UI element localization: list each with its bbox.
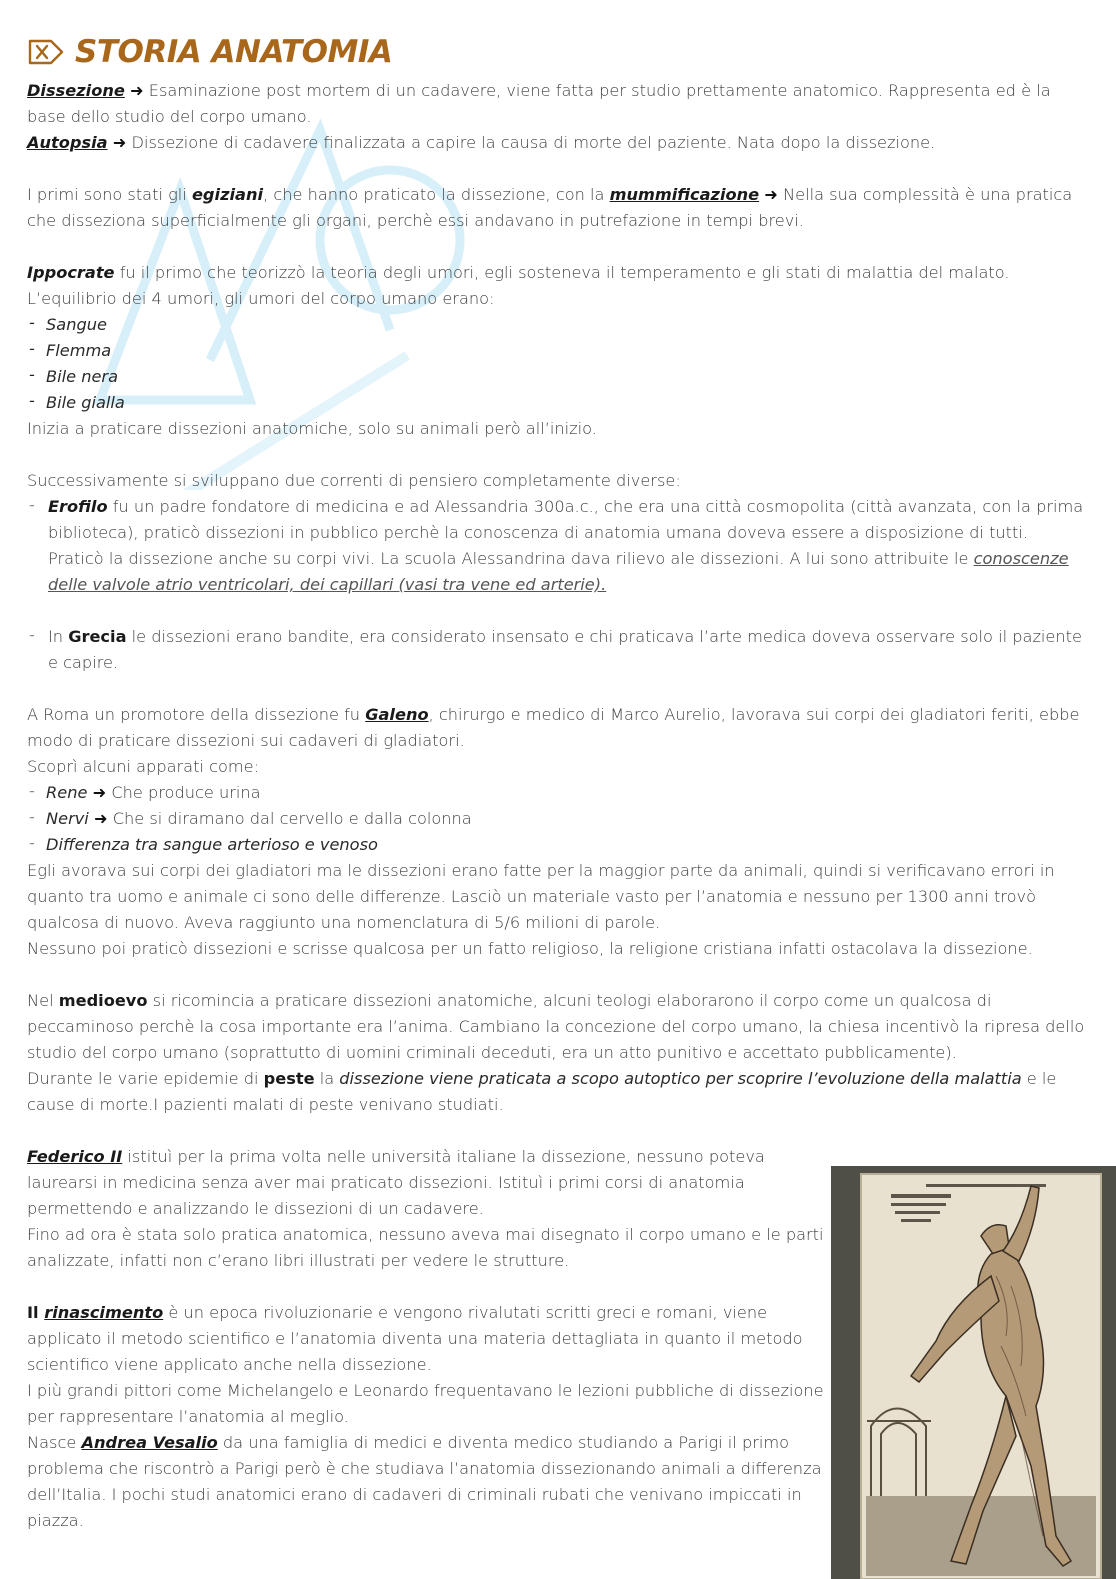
list-item: - Flemma — [27, 338, 1087, 364]
text: si ricomincia a praticare dissezioni anatomiche, alcuni teologi elaborarono il corpo come un qualcosa di peccaminoso perchè la cosa importante era l’anima. Cambiano la concezione del corpo umano, la chiesa incentivò la ripresa dello studio del corpo umano (soprattutto di uomini criminali deceduti, era un atto punitivo e accettato pubblicamente). — [27, 991, 1085, 1062]
text: fu il primo che teorizzò la teoria degli umori, egli sosteneva il temperamento e gli stati di malattia del malato. — [114, 263, 1010, 282]
paragraph-egiziani — [27, 182, 1087, 234]
term-dissezione: Dissezione — [27, 81, 125, 100]
list-item-grecia — [27, 624, 1087, 676]
keyword-egiziani: egiziani — [191, 185, 264, 204]
arrow-icon: ➜ — [130, 81, 144, 100]
tag-cross-icon — [27, 37, 65, 67]
keyword-erofilo: Erofilo — [48, 497, 108, 516]
text: Nervi — [46, 809, 89, 828]
paragraph-galeno — [27, 702, 1087, 754]
text: Esaminazione post mortem di un cadavere, viene fatta per studio prettamente anatomico. Rappresenta ed è la base dello studio del corpo umano. — [27, 81, 1051, 126]
list-item: - Sangue — [27, 312, 1087, 338]
paragraph-vesalio — [27, 1430, 827, 1534]
keyword-il: Il — [27, 1303, 45, 1322]
underlined-text: conoscenze delle valvole atrio ventricolari, dei capillari (vasi tra vene ed arterie). — [48, 549, 1069, 594]
keyword-medioevo: medioevo — [58, 991, 148, 1010]
title-text: STORIA ANATOMIA — [75, 34, 393, 70]
list-item: - Bile nera — [27, 364, 1087, 390]
paragraph-federico — [27, 1144, 827, 1222]
text: Nella sua complessità è una pratica che disseziona superficialmente gli organi, perchè essi andavano in putrefazione in tempi brevi. — [27, 185, 1073, 230]
paragraph-autopsia — [27, 130, 1087, 156]
text: In — [48, 627, 69, 646]
keyword-grecia: Grecia — [68, 627, 127, 646]
keyword-peste: peste — [263, 1069, 315, 1088]
list-apparati — [27, 780, 1087, 858]
paragraph-apparati-intro: Scoprì alcuni apparati come: — [27, 757, 260, 776]
text: A Roma un promotore della dissezione fu — [27, 705, 366, 724]
italic-text: dissezione viene praticata a scopo autoptico per scoprire l’evoluzione della malattia — [339, 1069, 1022, 1088]
text: , chirurgo e medico di Marco Aurelio, lavorava sui corpi dei gladiatori feriti, ebbe modo di praticare dissezioni sui cadaveri di gladiatori. — [27, 705, 1080, 750]
term-galeno: Galeno — [365, 705, 429, 724]
list-item-erofilo — [27, 494, 1087, 598]
paragraph-religione: Nessuno poi praticò dissezioni e scrisse qualcosa per un fatto religioso, la religione cristiana infatti ostacolava la dissezione. — [27, 939, 1033, 958]
text: è un epoca rivoluzionarie e vengono rivalutati scritti greci e romani, viene applicato il metodo scientifico e l’anatomia diventa una materia dettagliata in quanto il metodo scientifico viene applicato anche nella dissezione. — [27, 1303, 803, 1374]
paragraph-pittori: I più grandi pittori come Michelangelo e Leonardo frequentavano le lezioni pubbliche di dissezione per rappresentare l’anatomia al meglio. — [27, 1381, 824, 1426]
paragraph-correnti: Successivamente si sviluppano due correnti di pensiero completamente diverse: — [27, 471, 681, 490]
paragraph-medioevo — [27, 988, 1087, 1066]
text: da una famiglia di medici e diventa medico studiando a Parigi il primo problema che riscontrò a Parigi però è che studiava l’anatomia dissezionando animali a differenza dell’Italia. I pochi studi anatomici erano di cadaveri di criminali rubati che venivano impiccati in piazza. — [27, 1433, 822, 1530]
paragraph-errori: Egli avorava sui corpi dei gladiatori ma le dissezioni erano fatte per la maggior parte da animali, quindi si verificavano errori in quanto tra uomo e animale ci sono delle differenze. Lasciò un materiale vasto per l’anatomia e nessuno per 1300 anni trovò qualcosa di nuovo. Aveva raggiunto una nomenclatura di 5/6 milioni di parole. — [27, 861, 1055, 932]
anatomical-illustration — [831, 1166, 1116, 1579]
text: I primi sono stati gli — [27, 185, 192, 204]
list-item — [27, 832, 1087, 858]
term-autopsia: Autopsia — [27, 133, 108, 152]
text: fu un padre fondatore di medicina e ad Alessandria 300a.c., che era una città cosmopolita (città avanzata, con la prima biblioteca), praticò dissezioni in pubblico perchè la conoscenza di anatomia umana doveva essere a disposizione di tutti. Praticò la dissezione anche su corpi vivi. La scuola Alessandrina dava rilievo ale dissezioni. A lui sono attribuite le — [48, 497, 1084, 568]
text: istituì per la prima volta nelle università italiane la dissezione, nessuno poteva laurearsi in medicina senza aver mai praticato dissezioni. Istituì i primi corsi di anatomia permettendo e analizzando le dissezioni di un cadavere. — [27, 1147, 765, 1218]
text: Nel — [27, 991, 59, 1010]
text: Durante le varie epidemie di — [27, 1069, 264, 1088]
paragraph-dissezione — [27, 78, 1087, 130]
term-andrea-vesalio: Andrea Vesalio — [81, 1433, 218, 1452]
text: Rene — [46, 783, 88, 802]
text: le dissezioni erano bandite, era considerato insensato e chi praticava l’arte medica doveva osservare solo il paziente e capire. — [48, 627, 1082, 672]
arrow-icon: ➜ — [93, 809, 108, 828]
list-grecia — [27, 624, 1087, 676]
list-umori — [27, 312, 1087, 416]
term-mummificazione: mummificazione — [609, 185, 760, 204]
paragraph-inizia: Inizia a praticare dissezioni anatomiche, solo su animali però all’inizio. — [27, 419, 597, 438]
arrow-icon: ➜ — [92, 783, 107, 802]
list-correnti — [27, 494, 1087, 598]
paragraph-rinascimento — [27, 1300, 827, 1378]
text: Che produce urina — [106, 783, 261, 802]
list-item — [27, 780, 1087, 806]
paragraph-ippocrate — [27, 260, 1087, 286]
term-federico-ii: Federico II — [27, 1147, 123, 1166]
text: Che si diramano dal cervello e dalla colonna — [107, 809, 472, 828]
text: Nasce — [27, 1433, 82, 1452]
text: Differenza tra sangue arterioso e venoso — [46, 835, 378, 854]
paragraph-peste — [27, 1066, 1087, 1118]
text: la — [314, 1069, 340, 1088]
page-title — [27, 30, 1087, 74]
term-rinascimento: rinascimento — [44, 1303, 164, 1322]
text: e le cause di morte.I pazienti malati di peste venivano studiati. — [27, 1069, 1057, 1114]
arrow-icon: ➜ — [764, 185, 778, 204]
arrow-icon: ➜ — [112, 133, 127, 152]
keyword-ippocrate: Ippocrate — [27, 263, 115, 282]
text: Dissezione di cadavere finalizzata a capire la causa di morte del paziente. Nata dopo la dissezione. — [126, 133, 936, 152]
text: , che hanno praticato la dissezione, con la — [263, 185, 610, 204]
list-item: - Bile gialla — [27, 390, 1087, 416]
vesalius-plate-image — [831, 1166, 1116, 1579]
narrow-column — [27, 1144, 827, 1534]
paragraph-pratica: Fino ad ora è stata solo pratica anatomica, nessuno aveva mai disegnato il corpo umano e le parti analizzate, infatti non c’erano libri illustrati per vedere le strutture. — [27, 1225, 824, 1270]
paragraph-umori-intro: L’equilibrio dei 4 umori, gli umori del corpo umano erano: — [27, 289, 495, 308]
list-item — [27, 806, 1087, 832]
